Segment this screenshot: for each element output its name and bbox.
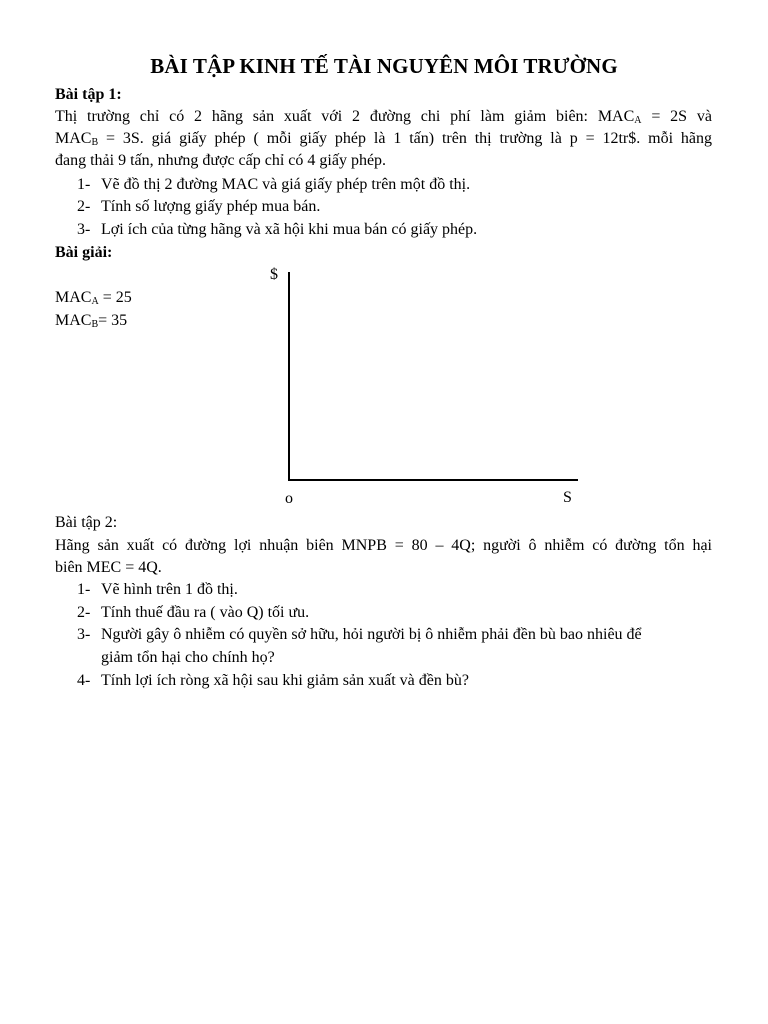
subscript-a: A (634, 115, 642, 126)
item-text: Tính lợi ích ròng xã hội sau khi giảm sản xuất và đền bù? (101, 672, 469, 689)
item-number: 1- (77, 581, 91, 598)
exercise-1-item-2 (77, 196, 320, 218)
graph-x-axis-label: S (563, 489, 572, 506)
item-number: 1- (77, 176, 91, 193)
item-number: 4- (77, 672, 91, 689)
item-text: Tính số lượng giấy phép mua bán. (101, 198, 321, 215)
item-text: Vẽ hình trên 1 đồ thị. (101, 581, 238, 598)
item-text: Lợi ích của từng hãng và xã hội khi mua bán có giấy phép. (101, 221, 478, 238)
exercise-1-text: = 3S. giá giấy phép ( mỗi giấy phép là 1 tấn) trên thị trường là p = 12tr$. mỗi hãng (98, 130, 712, 147)
exercise-1-paragraph-line-3: đang thải 9 tấn, nhưng được cấp chỉ có 4 giấy phép. (55, 152, 387, 169)
graph-x-axis (288, 479, 578, 481)
exercise-2-item-3 (77, 624, 642, 646)
item-number: 2- (77, 604, 91, 621)
exercise-1-text: Thị trường chỉ có 2 hãng sản xuất với 2 đường chi phí làm giảm biên: MAC (55, 108, 635, 125)
subscript-b: B (91, 137, 99, 148)
exercise-2-item-2 (77, 602, 309, 624)
mac-value: = 35 (98, 312, 128, 329)
subscript-b: B (91, 319, 99, 330)
exercise-1-paragraph-line-1 (55, 106, 712, 128)
exercise-1-text: MAC (55, 130, 92, 147)
exercise-2-paragraph-line-2: biên MEC = 4Q. (55, 559, 162, 576)
exercise-1-text: = 2S và (641, 108, 712, 125)
mac-label: MAC (55, 312, 92, 329)
subscript-a: A (91, 296, 99, 307)
mac-label: MAC (55, 289, 92, 306)
solution-heading: Bài giải: (55, 244, 113, 261)
item-text: Người gây ô nhiễm có quyền sở hữu, hỏi người bị ô nhiễm phải đền bù bao nhiêu để (101, 626, 642, 643)
mac-value: = 25 (98, 289, 132, 306)
graph-origin-label: o (285, 490, 293, 507)
exercise-2-heading: Bài tập 2: (55, 514, 118, 531)
graph-y-axis (288, 272, 290, 481)
exercise-2-paragraph-line-1: Hãng sản xuất có đường lợi nhuận biên MNPB = 80 – 4Q; người ô nhiễm có đường tổn hại (55, 537, 712, 554)
exercise-1-item-3 (77, 219, 477, 241)
exercise-1-heading: Bài tập 1: (55, 86, 122, 103)
exercise-1-paragraph-line-2 (55, 128, 712, 150)
mac-b-value (55, 310, 127, 332)
mac-a-value (55, 287, 132, 309)
item-number: 2- (77, 198, 91, 215)
item-number: 3- (77, 221, 91, 238)
document-title: BÀI TẬP KINH TẾ TÀI NGUYÊN MÔI TRƯỜNG (150, 54, 618, 78)
exercise-1-item-1 (77, 174, 470, 196)
item-number: 3- (77, 626, 91, 643)
graph-y-axis-label: $ (270, 266, 278, 283)
item-text: Tính thuế đầu ra ( vào Q) tối ưu. (101, 604, 310, 621)
exercise-2-item-3-continued: giảm tổn hại cho chính họ? (101, 649, 275, 666)
exercise-2-item-4 (77, 670, 469, 692)
exercise-2-item-1 (77, 579, 238, 601)
item-text: Vẽ đồ thị 2 đường MAC và giá giấy phép trên một đồ thị. (101, 176, 471, 193)
